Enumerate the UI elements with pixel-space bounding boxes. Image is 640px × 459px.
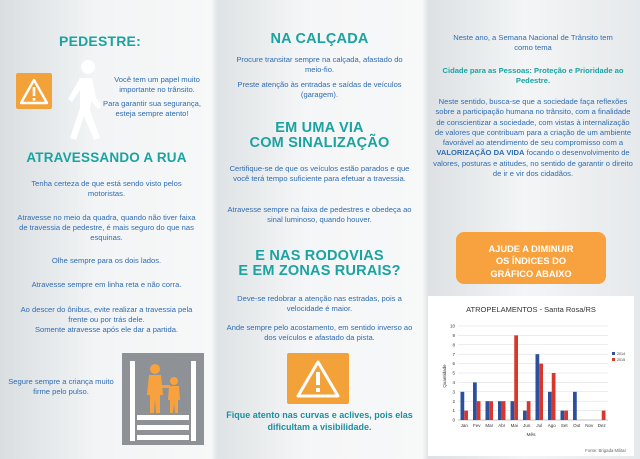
chart-bar-2015-abr (502, 401, 506, 420)
via-title (213, 121, 426, 151)
via-text-1: Certifique-se de que os veículos estão parados e que você terá tempo suficiente para efetuar a travessia. (229, 164, 410, 183)
tip-meio-quadra: Atravesse no meio da quadra, quando não tiver faixa de travessia de pedestre, é mais seguro do que nas esquinas. (17, 213, 196, 242)
chart-legend-swatch (612, 358, 615, 361)
chart-bar-2015-ago (552, 373, 556, 420)
warning-triangle-icon (295, 359, 341, 399)
atravessando-title: ATRAVESSANDO A RUA (26, 150, 187, 165)
chart-bar-2014-mai (511, 401, 515, 420)
panel-pedestre (0, 0, 213, 459)
via-title-line1: EM UMA VIA (275, 120, 364, 136)
chart-card (428, 296, 634, 456)
tip-linha-reta: Atravesse sempre em linha reta e não corra. (31, 280, 182, 289)
rodovias-text-1: Deve-se redobrar a atenção nas estradas, pois a velocidade é maior. (237, 294, 402, 313)
chart-y-tick-label: 9 (452, 333, 455, 338)
chart-bar-2014-fev (473, 382, 477, 420)
crianca-text: Segure sempre a criança muito firme pelo pulso. (8, 377, 114, 396)
tip-partida: Somente atravesse após ele dar a partida. (34, 325, 179, 334)
banner-line-2: OS ÍNDICES DO (495, 256, 567, 267)
pedestre-text-1: Você tem um papel muito importante no trânsito. (114, 75, 200, 94)
chart-x-tick-label: Ago (547, 423, 556, 428)
chart-x-ticks (461, 423, 607, 428)
chart-bar-2014-abr (498, 401, 502, 420)
chart-bars (461, 335, 606, 420)
chart-legend (612, 352, 625, 362)
chart-x-tick-label: Set (560, 423, 568, 428)
ajude-diminuir-banner (456, 232, 606, 284)
rodovias-text-2: Ande sempre pelo acostamento, em sentido inverso ao dos veículos e afastado da pista. (226, 323, 413, 342)
chart-x-tick-label: Nov (585, 423, 594, 428)
warning-sign (16, 73, 52, 109)
calcada-text-2: Preste atenção às entradas e saídas de veículos (garagem). (237, 80, 402, 99)
chart-bar-2015-set (564, 411, 568, 420)
chart-x-tick-label: Jan (460, 423, 468, 428)
pedestre-title: PEDESTRE: (59, 33, 141, 49)
chart-y-ticks (450, 324, 456, 423)
crosswalk-family-icon (122, 353, 204, 445)
curvas-text: Fique atento nas curvas e aclives, pois elas dificultam a visibilidade. (226, 410, 413, 432)
banner-line-1: AJUDE A DIMINUIR (488, 243, 574, 254)
chart-x-tick-label: Mar (485, 423, 494, 428)
calcada-title: NA CALÇADA (270, 31, 369, 47)
chart-y-tick-label: 4 (452, 380, 455, 385)
panel-calcada (213, 0, 426, 459)
chart-y-label: Quantidade (442, 364, 447, 388)
chart-y-tick-label: 10 (449, 323, 455, 329)
chart-x-label: Mês (526, 433, 536, 438)
chart-bar-2015-mar (489, 401, 493, 420)
chart-x-tick-label: Abr (498, 423, 506, 428)
chart-bar-2015-jul (539, 364, 543, 420)
chart-bar-2015-jan (464, 411, 468, 420)
chart-bar-2015-jun (527, 401, 531, 420)
chart-x-tick-label: Mai (510, 423, 518, 428)
chart-source: Fonte: Brigada Militar (585, 448, 626, 453)
semana-body-a: Neste sentido, busca-se que a sociedade faça reflexões sobre a participação humana no trânsito, com a finalidade de conscientizar a sociedade, com vistas à internalização de valores que contribuam para a criação de um ambiente favorável ao atendimento de seu compromisso com a (434, 97, 632, 148)
chart-y-tick-label: 6 (452, 361, 455, 367)
chart-y-tick-label: 5 (452, 370, 455, 376)
tip-onibus: Ao descer do ônibus, evite realizar a travessia pela frente ou por trás dele. (20, 305, 193, 324)
chart-legend-label: 2014 (617, 351, 625, 356)
semana-body-b: focando o desenvolvimento de valores, posturas e atitudes, no sentido de garantir o direito de ir e vir dos cidadãos. (433, 148, 633, 179)
tip-visto: Tenha certeza de que está sendo visto pelos motoristas. (31, 179, 182, 198)
warning-triangle-icon (19, 78, 49, 105)
chart-x-tick-label: Jun (523, 423, 531, 428)
intro-text: Neste ano, a Semana Nacional de Trânsito tem como tema (453, 33, 613, 52)
pedestre-text-2: Para garantir sua segurança, esteja sempre atento! (103, 99, 201, 118)
chart-bar-2014-jul (536, 354, 540, 420)
chart-bar-2014-mar (486, 401, 490, 420)
via-text-2: Atravesse sempre na faixa de pedestres e obedeça ao sinal luminoso, quando houver. (227, 205, 412, 224)
chart-legend-label: 2015 (617, 357, 625, 362)
rodovias-title (213, 249, 426, 279)
chart-bar-2015-mai (514, 335, 518, 420)
tip-dois-lados: Olhe sempre para os dois lados. (51, 256, 162, 265)
chart-y-tick-label: 0 (452, 417, 455, 423)
chart-bar-2015-fev (477, 401, 481, 420)
tema-text: Cidade para as Pessoas: Proteção e Prioridade ao Pedestre. (442, 66, 624, 85)
semana-body (432, 97, 634, 179)
banner-line-3: GRÁFICO ABAIXO (490, 268, 572, 279)
chart-y-tick-label: 1 (452, 408, 455, 414)
chart-bar-2015-dez (602, 411, 606, 420)
atropelamentos-chart (428, 296, 634, 456)
chart-legend-swatch (612, 352, 615, 355)
chart-y-tick-label: 2 (452, 398, 455, 404)
chart-x-tick-label: Jul (536, 423, 543, 428)
via-title-line2: COM SINALIZAÇÃO (249, 135, 390, 151)
chart-bar-2014-out (573, 392, 577, 420)
chart-bar-2014-set (561, 411, 565, 420)
chart-x-tick-label: Dez (597, 423, 606, 428)
chart-bar-2014-jun (523, 411, 527, 420)
chart-bar-2014-ago (548, 392, 552, 420)
rodovias-title-line2: E EM ZONAS RURAIS? (238, 263, 401, 279)
rodovias-title-line1: E NAS RODOVIAS (255, 248, 384, 264)
chart-x-tick-label: Out (573, 423, 581, 428)
calcada-text-1: Procure transitar sempre na calçada, afastado do meio-fio. (236, 55, 403, 74)
chart-x-tick-label: Fev (472, 423, 481, 428)
valorizacao-vida: VALORIZAÇÃO DA VIDA (436, 148, 525, 158)
chart-bar-2014-jan (461, 392, 465, 420)
chart-y-tick-label: 7 (452, 351, 455, 357)
chart-y-tick-label: 8 (452, 342, 455, 348)
warning-sign-large (287, 353, 349, 404)
chart-title: ATROPELAMENTOS - Santa Rosa/RS (466, 305, 596, 314)
chart-y-tick-label: 3 (452, 389, 455, 395)
